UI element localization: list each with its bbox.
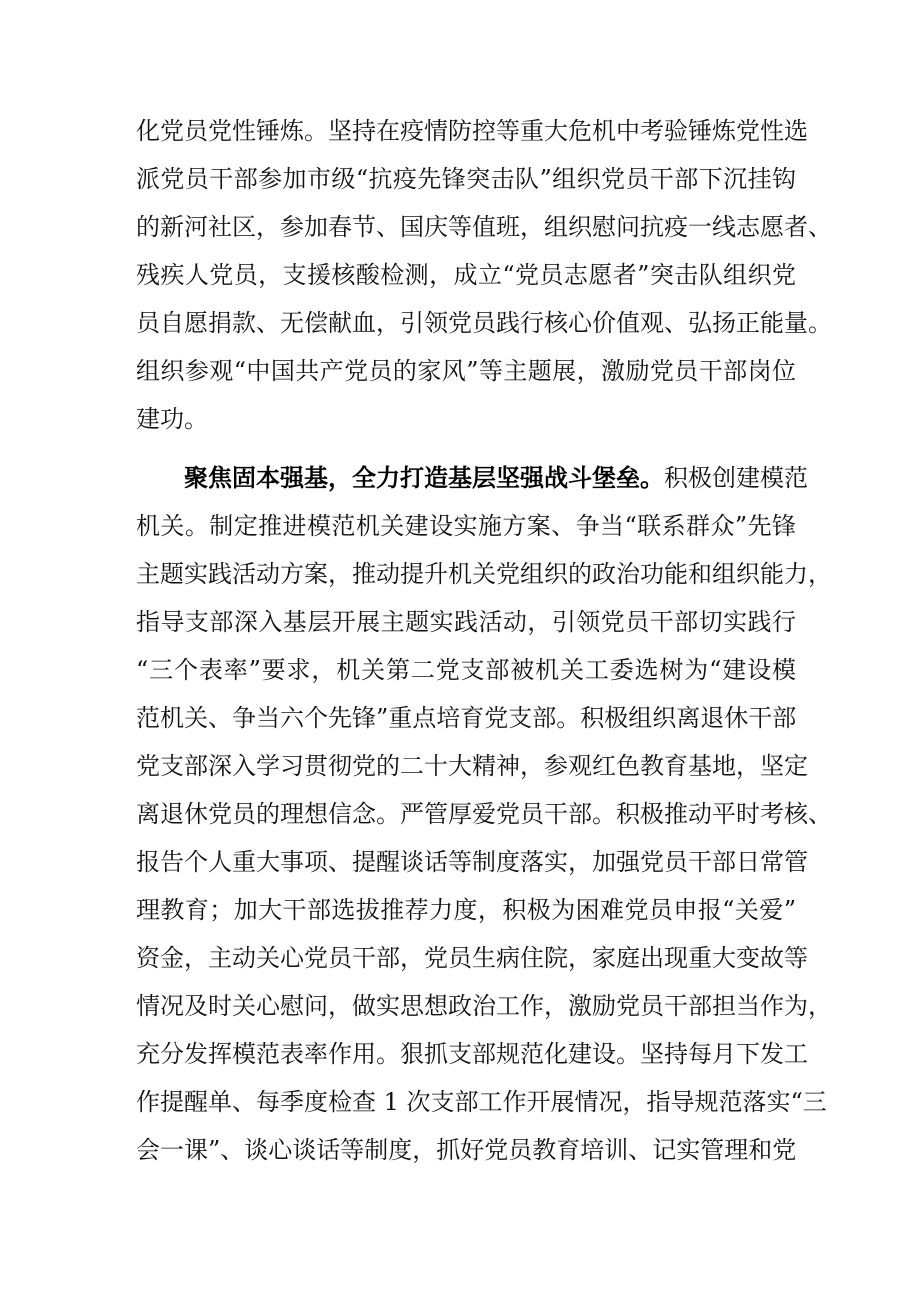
text-line: “三个表率”要求，机关第二党支部被机关工委选树为“建设模 bbox=[136, 656, 796, 684]
text-line: 员自愿捐款、无偿献血，引领党员践行核心价值观、弘扬正能量。 bbox=[136, 309, 832, 337]
paragraph-grassroots-fortress bbox=[136, 463, 832, 1183]
text-line: 离退休党员的理想信念。严管厚爱党员干部。积极推动平时考核、 bbox=[136, 800, 832, 828]
text-line: 残疾人党员，支援核酸检测，成立“党员志愿者”突击队组织党 bbox=[136, 261, 796, 289]
text-line: 机关。制定推进模范机关建设实施方案、争当“联系群众”先锋 bbox=[136, 512, 796, 540]
text-line: 充分发挥模范表率作用。狠抓支部规范化建设。坚持每月下发工 bbox=[136, 1040, 808, 1068]
text-line: 理教育；加大干部选拔推荐力度，积极为困难党员申报“关爱” bbox=[136, 896, 796, 924]
text-line: 的新河社区，参加春节、国庆等值班，组织慰问抗疫一线志愿者、 bbox=[136, 213, 832, 241]
paragraph-heading: 聚焦固本强基，全力打造基层坚强战斗堡垒。 bbox=[184, 463, 664, 492]
text-line: 派党员干部参加市级“抗疫先锋突击队”组织党员干部下沉挂钩 bbox=[136, 165, 796, 193]
paragraph-party-spirit bbox=[136, 116, 832, 452]
text-line: 作提醒单、每季度检查 1 次支部工作开展情况，指导规范落实“三 bbox=[136, 1088, 827, 1116]
text-line: 组织参观“中国共产党员的家风”等主题展，激励党员干部岗位 bbox=[136, 357, 796, 385]
first-line bbox=[136, 463, 808, 511]
text-line: 化党员党性锤炼。坚持在疫情防控等重大危机中考验锤炼党性选 bbox=[136, 117, 808, 145]
text-line: 会一课”、谈心谈话等制度，抓好党员教育培训、记实管理和党 bbox=[136, 1136, 797, 1164]
text-line: 指导支部深入基层开展主题实践活动，引领党员干部切实践行 bbox=[136, 608, 796, 636]
text-line: 主题实践活动方案，推动提升机关党组织的政治功能和组织能力， bbox=[136, 560, 832, 588]
text-line: 资金，主动关心党员干部，党员生病住院，家庭出现重大变故等 bbox=[136, 944, 808, 972]
text-fragment: 积极创建模范 bbox=[664, 464, 808, 492]
text-line: 情况及时关心慰问，做实思想政治工作，激励党员干部担当作为， bbox=[136, 992, 832, 1020]
text-line: 建功。 bbox=[136, 405, 208, 433]
text-line: 党支部深入学习贯彻党的二十大精神，参观红色教育基地，坚定 bbox=[136, 752, 808, 780]
text-line: 范机关、争当六个先锋”重点培育党支部。积极组织离退休干部 bbox=[136, 704, 797, 732]
text-line: 报告个人重大事项、提醒谈话等制度落实，加强党员干部日常管 bbox=[136, 848, 808, 876]
